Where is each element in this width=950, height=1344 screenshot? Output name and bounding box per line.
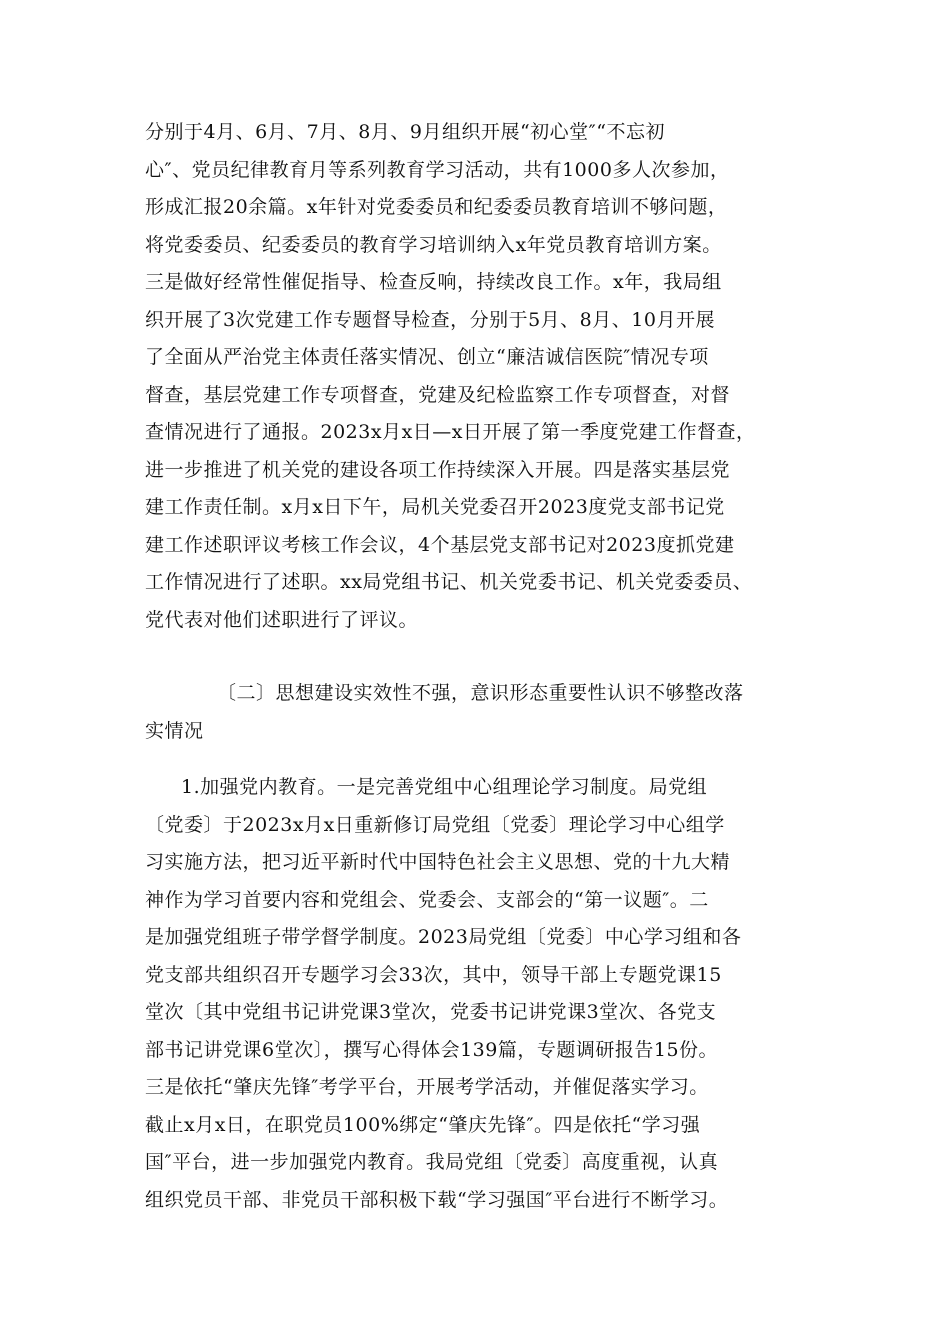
body-paragraph-supervision <box>145 114 813 639</box>
text-line: 截止x月x日，在职党员100%绑定“肇庆先锋″。四是依托“学习强 <box>145 1113 701 1136</box>
text-line: 将党委委员、纪委委员的教育学习培训纳入x年党员教育培训方案。 <box>145 233 722 256</box>
body-paragraph-party-education <box>145 769 813 1219</box>
text-line: 是加强党组班子带学督学制度。2023局党组〔党委〕中心学习组和各 <box>145 926 742 948</box>
text-line: 党代表对他们述职进行了评议。 <box>145 608 419 631</box>
heading-line: 〔二〕思想建设实效性不强，意识形态重要性认识不够整改落 <box>217 682 744 704</box>
text-line: 1.加强党内教育。一是完善党组中心组理论学习制度。局党组 <box>181 776 708 798</box>
text-line: 建工作述职评议考核工作会议，4个基层党支部书记对2023度抓党建 <box>145 533 735 556</box>
text-line: 工作情况进行了述职。xx局党组书记、机关党委书记、机关党委委员、 <box>145 571 753 593</box>
text-line: 督查，基层党建工作专项督查，党建及纪检监察工作专项督查，对督 <box>145 383 731 406</box>
text-line: 党支部共组织召开专题学习会33次，其中，领导干部上专题党课15 <box>145 963 722 986</box>
heading-line: 实情况 <box>145 719 204 742</box>
text-line: 形成汇报20余篇。x年针对党委委员和纪委委员教育培训不够问题， <box>145 196 728 218</box>
text-line: 织开展了3次党建工作专题督导检查，分别于5月、8月、10月开展 <box>145 308 715 331</box>
text-line: 进一步推进了机关党的建设各项工作持续深入开展。四是落实基层党 <box>145 458 731 481</box>
text-line: 习实施方法，把习近平新时代中国特色社会主义思想、党的十九大精 <box>145 851 731 873</box>
text-line: 查情况进行了通报。2023x月x日—x日开展了第一季度党建工作督查， <box>145 421 756 443</box>
text-line: 部书记讲党课6堂次〕，撰写心得体会139篇，专题调研报告15份。 <box>145 1038 719 1061</box>
section-heading-ideology <box>145 675 813 750</box>
text-line: 分别于4月、6月、7月、8月、9月组织开展“初心堂″“不忘初 <box>145 121 665 143</box>
text-line: 国″平台，进一步加强党内教育。我局党组〔党委〕高度重视，认真 <box>145 1151 719 1173</box>
text-line: 三是依托“肇庆先锋″考学平台，开展考学活动，并催促落实学习。 <box>145 1076 709 1098</box>
text-line: 组织党员干部、非党员干部积极下载“学习强国″平台进行不断学习。 <box>145 1188 729 1211</box>
text-line: 神作为学习首要内容和党组会、党委会、支部会的“第一议题″。二 <box>145 888 709 911</box>
text-line: 心″、党员纪律教育月等系列教育学习活动，共有1000多人次参加， <box>145 158 730 181</box>
text-line: 〔党委〕于2023x月x日重新修订局党组〔党委〕理论学习中心组学 <box>145 813 725 836</box>
text-line: 了全面从严治党主体责任落实情况、创立“廉洁诚信医院″情况专项 <box>145 346 709 368</box>
text-line: 建工作责任制。x月x日下午，局机关党委召开2023度党支部书记党 <box>145 496 725 518</box>
text-line: 三是做好经常性催促指导、检查反响，持续改良工作。x年，我局组 <box>145 271 722 293</box>
text-line: 堂次〔其中党组书记讲党课3堂次，党委书记讲党课3堂次、各党支 <box>145 1001 717 1023</box>
